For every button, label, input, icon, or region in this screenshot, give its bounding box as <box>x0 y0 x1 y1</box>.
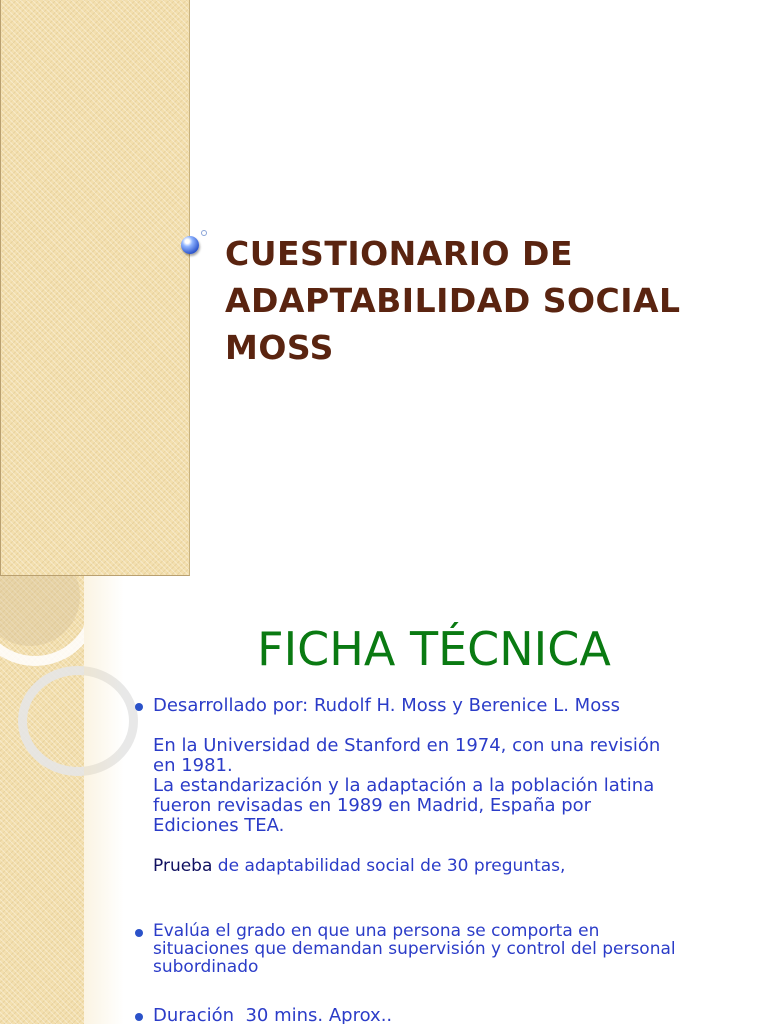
title-line-1: CUESTIONARIO DE <box>225 234 573 273</box>
list-item <box>130 696 750 876</box>
prueba-word: Prueba <box>153 856 213 876</box>
bullet-orb-icon <box>181 236 199 254</box>
title-line-2: ADAPTABILIDAD SOCIAL <box>225 281 681 320</box>
paragraph-line: fueron revisadas en 1989 en Madrid, España por <box>153 795 592 816</box>
slide-ficha-tecnica <box>0 576 768 1024</box>
list-item <box>130 1006 750 1024</box>
bullet-dot-icon <box>135 1013 143 1021</box>
bullet-dot-icon <box>135 929 143 937</box>
bullet-text: Duración 30 mins. Aprox.. <box>153 1005 393 1024</box>
bullet-list <box>130 696 750 1024</box>
prueba-rest: de adaptabilidad social de 30 preguntas, <box>212 856 566 876</box>
bullet-paragraph <box>153 736 750 836</box>
main-title <box>225 230 745 371</box>
small-ring-icon <box>201 230 207 236</box>
paragraph-line: situaciones que demandan supervisión y control del personal <box>153 939 676 959</box>
paragraph-line: subordinado <box>153 957 259 977</box>
paragraph-line: La estandarización y la adaptación a la población latina <box>153 775 655 796</box>
section-title: FICHA TÉCNICA <box>257 622 611 676</box>
paragraph-line: Ediciones TEA. <box>153 815 285 836</box>
paragraph-line: En la Universidad de Stanford en 1974, con una revisión <box>153 735 661 756</box>
prueba-line <box>153 856 750 876</box>
bullet-text <box>153 922 750 976</box>
bullet-dot-icon <box>135 703 143 711</box>
decorative-side-panel <box>0 0 190 576</box>
bullet-text: Desarrollado por: Rudolf H. Moss y Berenice L. Moss <box>153 695 620 716</box>
paragraph-line: Evalúa el grado en que una persona se comporta en <box>153 921 600 941</box>
title-line-3: MOSS <box>225 328 334 367</box>
list-item <box>130 922 750 976</box>
paragraph-line: en 1981. <box>153 755 233 776</box>
